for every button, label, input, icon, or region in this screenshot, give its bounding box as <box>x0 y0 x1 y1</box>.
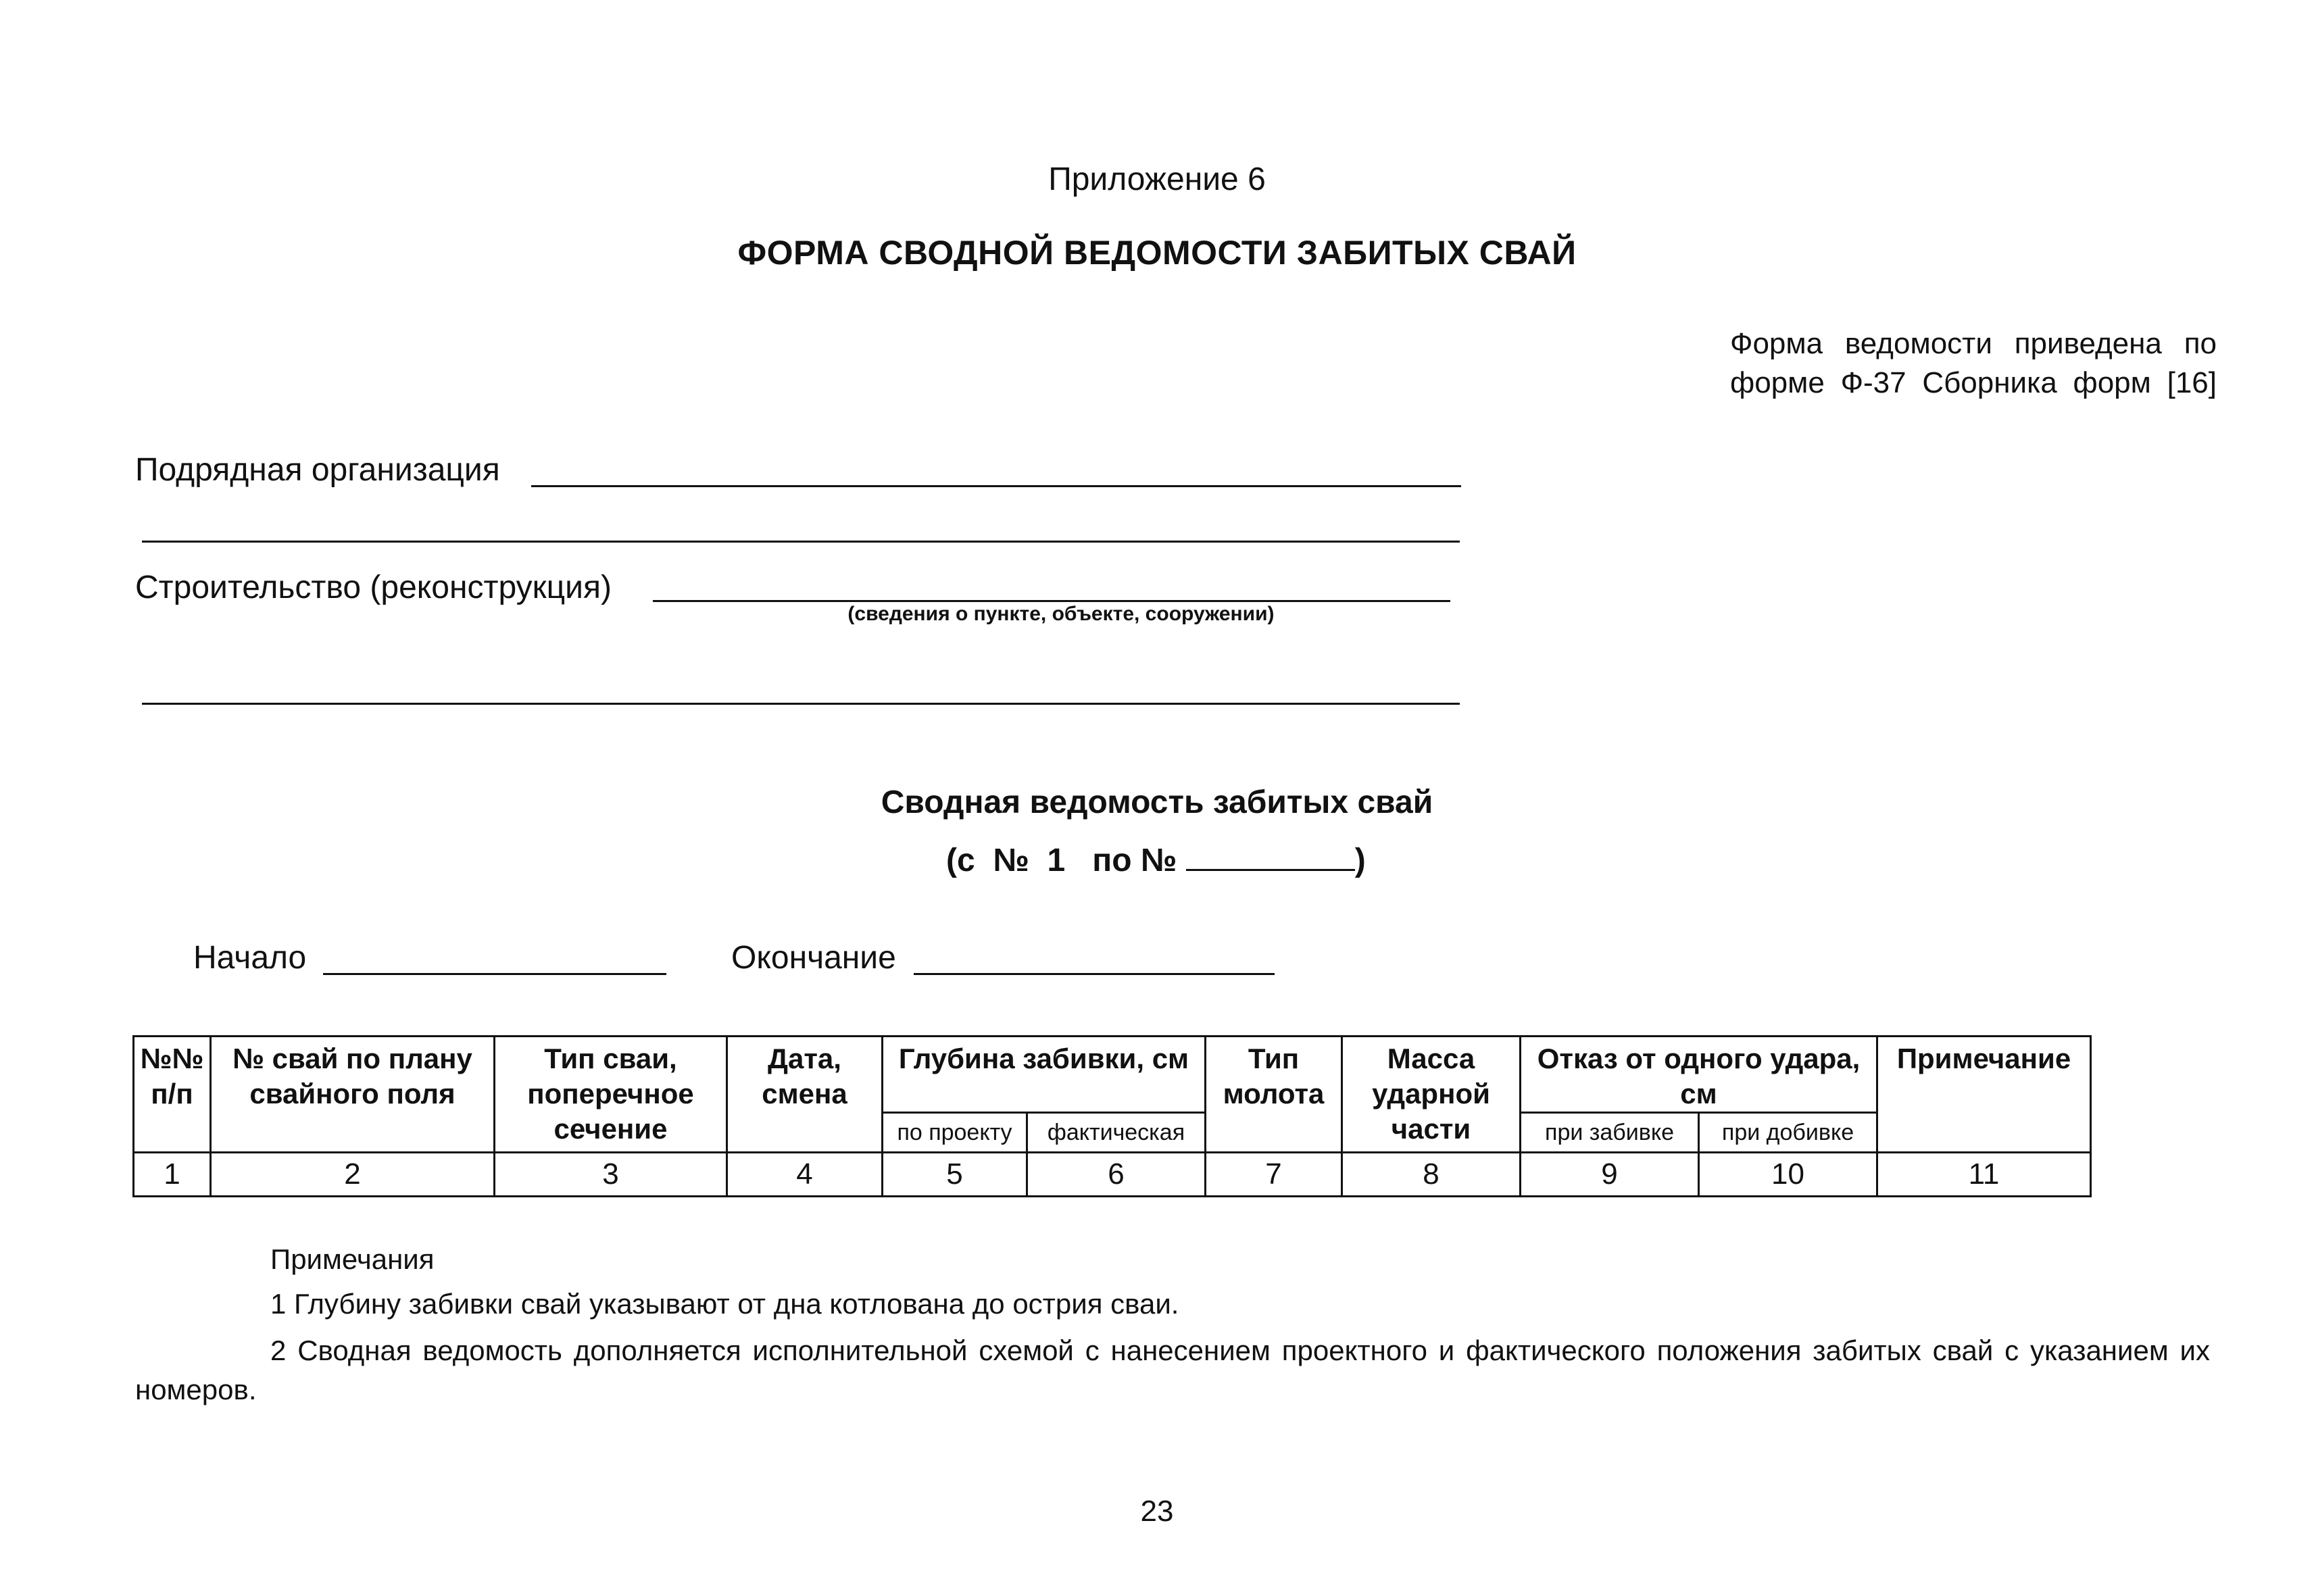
column-number: 1 <box>134 1153 211 1197</box>
end-line[interactable] <box>914 973 1275 975</box>
summary-title: Сводная ведомость забитых свай <box>881 784 1433 820</box>
reference-note: Форма ведомости приведена по форме Ф-37 Сборника форм [16] <box>1730 327 2217 399</box>
header-refusal-driving: при забивке <box>1521 1113 1699 1153</box>
header-depth: Глубина забивки, см <box>883 1037 1206 1113</box>
range-suffix: ) <box>1354 843 1366 878</box>
header-depth-actual: фактическая <box>1027 1113 1206 1153</box>
column-number: 10 <box>1699 1153 1877 1197</box>
range-prefix: (с № 1 по № <box>946 843 1177 878</box>
header-refusal: Отказ от одного удара, см <box>1521 1037 1877 1113</box>
construction-line[interactable] <box>653 600 1450 602</box>
header-hammer-type: Тип молота <box>1206 1037 1342 1153</box>
column-number: 11 <box>1877 1153 2091 1197</box>
construction-line-2[interactable] <box>142 703 1460 705</box>
form-title: ФОРМА СВОДНОЙ ВЕДОМОСТИ ЗАБИТЫХ СВАЙ <box>737 234 1577 272</box>
column-number: 5 <box>883 1153 1027 1197</box>
summary-range <box>946 842 1366 879</box>
appendix-label: Приложение 6 <box>1048 161 1266 197</box>
header-date: Дата, смена <box>727 1037 883 1153</box>
note-2: 2 Сводная ведомость дополняется исполнительной схемой с нанесением проектного и фактического положения забитых свай с указанием их номеров. <box>135 1335 2210 1405</box>
header-pile-no: № свай по плану свайного поля <box>211 1037 495 1153</box>
header-refusal-redriving: при добивке <box>1699 1113 1877 1153</box>
header-remark: Примечание <box>1877 1037 2091 1153</box>
column-number: 4 <box>727 1153 883 1197</box>
column-number: 7 <box>1206 1153 1342 1197</box>
start-line[interactable] <box>323 973 666 975</box>
end-label: Окончание <box>731 940 896 976</box>
column-number: 3 <box>495 1153 727 1197</box>
contractor-line[interactable] <box>531 485 1461 487</box>
header-ram-mass: Масса ударной части <box>1342 1037 1521 1153</box>
range-end-blank[interactable] <box>1186 842 1355 871</box>
column-number-row <box>134 1153 2091 1197</box>
header-number: №№ п/п <box>134 1037 211 1153</box>
contractor-label: Подрядная организация <box>135 452 500 488</box>
contractor-line-2[interactable] <box>142 541 1460 543</box>
piles-table <box>132 1035 2092 1197</box>
column-number: 8 <box>1342 1153 1521 1197</box>
notes-heading: Примечания <box>270 1243 435 1275</box>
header-depth-design: по проекту <box>883 1113 1027 1153</box>
note-1: 1 Глубину забивки свай указывают от дна котлована до острия сваи. <box>270 1288 1179 1320</box>
header-pile-type: Тип сваи, поперечное сечение <box>495 1037 727 1153</box>
construction-caption: (сведения о пункте, объекте, сооружении) <box>847 603 1275 625</box>
page-number: 23 <box>1140 1495 1174 1528</box>
column-number: 6 <box>1027 1153 1206 1197</box>
column-number: 9 <box>1521 1153 1699 1197</box>
start-label: Начало <box>193 940 307 976</box>
construction-label: Строительство (реконструкция) <box>135 570 612 605</box>
column-number: 2 <box>211 1153 495 1197</box>
